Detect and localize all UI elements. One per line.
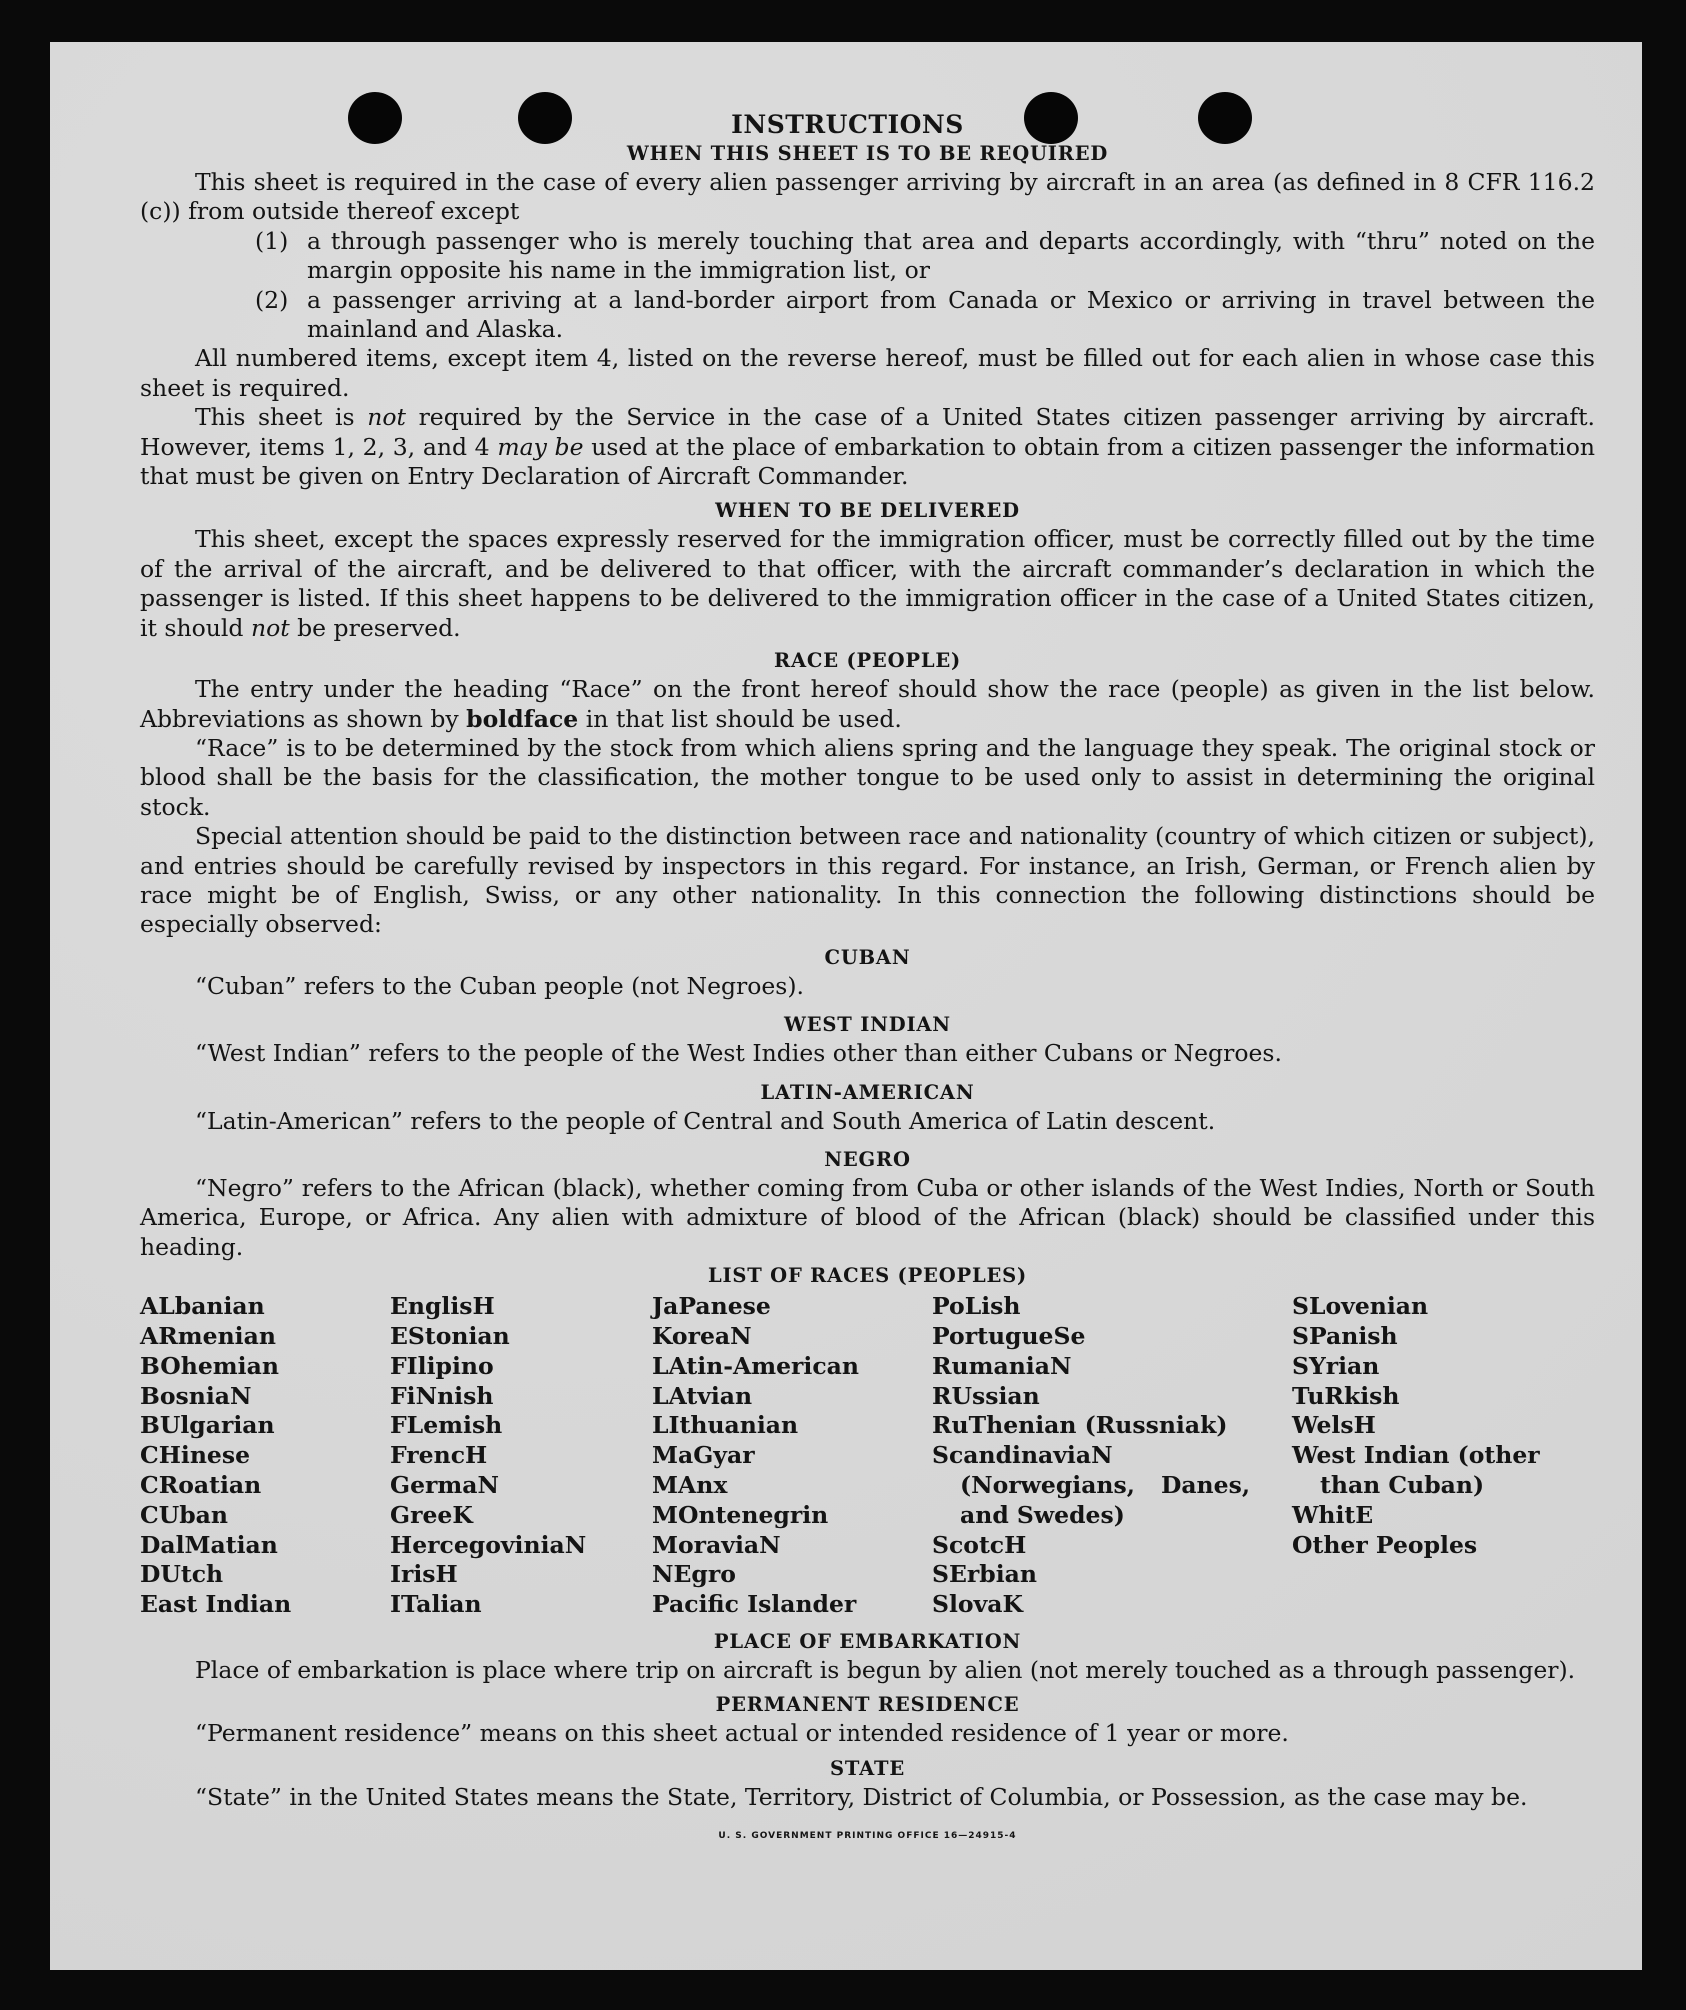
exception-item: (2) a passenger arriving at a land-border airport from Canada or Mexico or arriving in travel between the mainland and Alaska. — [255, 285, 1595, 344]
race-item: ARmenian — [140, 1321, 276, 1350]
race-item: MOntenegrin — [652, 1500, 829, 1529]
race-item: Pacific Islander — [652, 1590, 857, 1619]
printer-imprint: U. S. GOVERNMENT PRINTING OFFICE 16—24915-4 — [718, 1831, 1017, 1842]
definition-text: “Negro” refers to the African (black), whether coming from Cuba or other islands of the West Indies, North or South America, Europe, or Africa. Any alien with admixture of blood of the African (black) should be classified under this heading. — [140, 1173, 1595, 1261]
page-title: INSTRUCTIONS — [731, 110, 964, 139]
race-item: HercegoviniaN — [390, 1530, 587, 1559]
race-item: KoreaN — [652, 1321, 752, 1350]
race-column — [390, 1292, 652, 1620]
section-heading: PERMANENT RESIDENCE — [715, 1693, 1020, 1717]
race-item: TuRkish — [1292, 1381, 1400, 1410]
paragraph: All numbered items, except item 4, listed on the reverse hereof, must be filled out for each alien in whose case this sheet is required. — [140, 344, 1595, 402]
race-item: East Indian — [140, 1590, 292, 1619]
race-item: BOhemian — [140, 1351, 279, 1380]
race-item: MAnx — [652, 1470, 728, 1499]
race-item: BosniaN — [140, 1381, 252, 1410]
paragraph: This sheet is required in the case of every alien passenger arriving by aircraft in an area (as defined in 8 CFR 116.2 (c)) from outside thereof except — [140, 168, 1595, 226]
race-item: ALbanian — [140, 1292, 265, 1321]
race-item: SPanish — [1292, 1321, 1398, 1350]
section-heading: WHEN THIS SHEET IS TO BE REQUIRED — [626, 142, 1109, 165]
race-item: LAtvian — [652, 1381, 753, 1410]
race-item: ITalian — [390, 1590, 482, 1619]
race-item: Other Peoples — [1292, 1530, 1478, 1559]
race-item: LAtin-American — [652, 1351, 859, 1380]
race-item: WhitE — [1292, 1500, 1374, 1529]
document-page — [50, 42, 1642, 1970]
race-item: GermaN — [390, 1470, 499, 1499]
race-column — [932, 1292, 1292, 1620]
section-heading: RACE (PEOPLE) — [773, 649, 962, 673]
race-item: DUtch — [140, 1560, 224, 1589]
race-item: PortugueSe — [932, 1321, 1086, 1350]
race-column — [140, 1292, 390, 1620]
race-item: JaPanese — [652, 1292, 771, 1321]
definition-text: “Latin-American” refers to the people of Central and South America of Latin descent. — [195, 1106, 1216, 1135]
race-item: SYrian — [1292, 1351, 1380, 1380]
race-item: EnglisH — [390, 1292, 495, 1321]
race-item: FIlipino — [390, 1351, 494, 1380]
race-item: West Indian (other than Cuban) — [1292, 1441, 1540, 1499]
race-item: DalMatian — [140, 1530, 278, 1559]
race-list — [140, 1292, 1595, 1620]
paragraph: The entry under the heading “Race” on the front hereof should show the race (people) as given in the list below. Abbreviations as shown by boldface in that list should be used. — [140, 675, 1595, 733]
section-heading: WHEN TO BE DELIVERED — [715, 499, 1020, 523]
paragraph: Place of embarkation is place where trip on aircraft is begun by alien (not merely touched as a through passenger). — [195, 1655, 1576, 1684]
race-item: BUlgarian — [140, 1411, 275, 1440]
race-item: PoLish — [932, 1292, 1021, 1321]
race-item: CUban — [140, 1500, 228, 1529]
race-item: SlovaK — [932, 1590, 1023, 1619]
race-column — [1292, 1292, 1592, 1620]
race-item: MaGyar — [652, 1441, 755, 1470]
race-item: FrencH — [390, 1441, 488, 1470]
race-item: FiNnish — [390, 1381, 494, 1410]
race-item: FLemish — [390, 1411, 503, 1440]
race-item: IrisH — [390, 1560, 458, 1589]
race-item: SLovenian — [1292, 1292, 1429, 1321]
definition-heading: WEST INDIAN — [784, 1013, 951, 1037]
definition-heading: CUBAN — [824, 945, 911, 969]
paragraph: “Race” is to be determined by the stock from which aliens spring and the language they speak. The original stock or blood shall be the basis for the classification, the mother tongue to be used only to assist in determining the original stock. — [140, 733, 1595, 821]
exception-item: (1) a through passenger who is merely touching that area and departs accordingly, with “thru” noted on the margin opposite his name in the immigration list, or — [255, 226, 1595, 285]
paragraph: “Permanent residence” means on this sheet actual or intended residence of 1 year or more. — [195, 1719, 1289, 1748]
definition-text: “Cuban” refers to the Cuban people (not Negroes). — [195, 971, 805, 1000]
paragraph: This sheet, except the spaces expressly reserved for the immigration officer, must be correctly filled out by the time of the arrival of the aircraft, and be delivered to that officer, with the aircraft commander’s declaration in which the passenger is listed. If this sheet happens to be delivered to the immigration officer in the case of a United States citizen, it should not be preserved. — [140, 525, 1595, 642]
paragraph: “State” in the United States means the State, Territory, District of Columbia, or Possession, as the case may be. — [195, 1782, 1528, 1811]
race-item: GreeK — [390, 1500, 473, 1529]
definition-heading: NEGRO — [824, 1147, 911, 1171]
race-item: RUssian — [932, 1381, 1040, 1410]
race-item: RuThenian (Russniak) — [932, 1411, 1228, 1440]
section-heading: LIST OF RACES (PEOPLES) — [707, 1264, 1028, 1288]
definition-text: “West Indian” refers to the people of the West Indies other than either Cubans or Negroes. — [195, 1039, 1282, 1068]
race-item: EStonian — [390, 1321, 510, 1350]
section-heading: STATE — [830, 1756, 905, 1780]
race-item: SErbian — [932, 1560, 1037, 1589]
race-item: WelsH — [1292, 1411, 1376, 1440]
race-item: CHinese — [140, 1441, 251, 1470]
section-heading: PLACE OF EMBARKATION — [713, 1629, 1022, 1653]
paragraph: This sheet is not required by the Service in the case of a United States citizen passenger arriving by aircraft. However, items 1, 2, 3, and 4 may be used at the place of embarkation to obtain from a citizen passenger the information that must be given on Entry Declaration of Aircraft Commander. — [140, 403, 1595, 491]
race-item: LIthuanian — [652, 1411, 799, 1440]
race-item: ScandinaviaN (Norwegians, Danes, and Swedes) — [932, 1441, 1250, 1529]
race-item: NEgro — [652, 1560, 736, 1589]
race-column — [652, 1292, 932, 1620]
definition-heading: LATIN-AMERICAN — [760, 1080, 975, 1104]
race-item: ScotcH — [932, 1530, 1027, 1559]
race-item: RumaniaN — [932, 1351, 1072, 1380]
race-item: MoraviaN — [652, 1530, 781, 1559]
paragraph: Special attention should be paid to the distinction between race and nationality (country of which citizen or subject), and entries should be carefully revised by inspectors in this regard. For instance, an Irish, German, or French alien by race might be of English, Swiss, or any other nationality. In this connection the following distinctions should be especially observed: — [140, 822, 1595, 939]
instructions-body — [140, 110, 1595, 1852]
race-item: CRoatian — [140, 1470, 262, 1499]
